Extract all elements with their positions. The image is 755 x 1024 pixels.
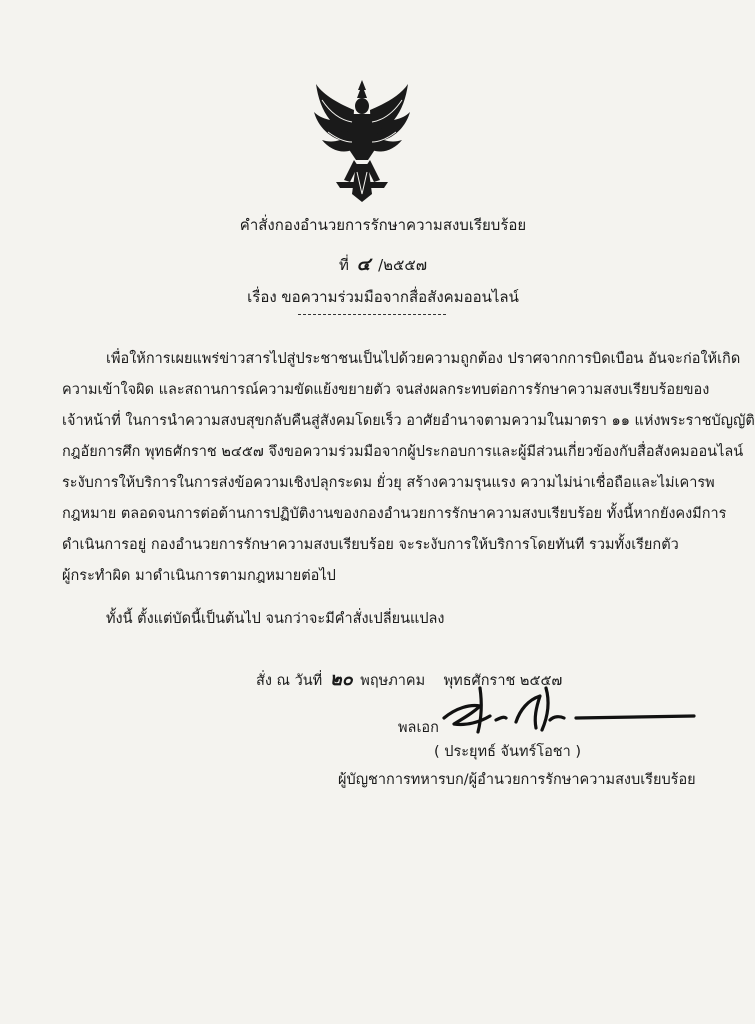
body-line: กฎอัยการศึก พุทธศักราช ๒๔๕๗ จึงขอความร่วมมือจากผู้ประกอบการและผู้มีส่วนเกี่ยวข้องกับสื่อสังคมออนไลน์ [62,444,744,460]
body-paragraph [62,344,755,592]
signer-position: ผู้บัญชาการทหารบก/ผู้อำนวยการรักษาความสงบเรียบร้อย [338,772,696,788]
body-line: กฎหมาย ตลอดจนการต่อต้านการปฏิบัติงานของกองอำนวยการรักษาความสงบเรียบร้อย ทั้งนี้หากยังคงมีการ [62,506,727,522]
handwritten-signature [436,682,698,740]
order-prefix: ที่ [338,256,349,274]
body-line: ความเข้าใจผิด และสถานการณ์ความขัดแย้งขยายตัว จนส่งผลกระทบต่อการรักษาความสงบเรียบร้อยของ [62,382,710,398]
body-paragraph-effective: ทั้งนี้ ตั้งแต่บัดนี้เป็นต้นไป จนกว่าจะมีคำสั่งเปลี่ยนแปลง [106,611,445,627]
order-subject: เรื่อง ขอความร่วมมือจากสื่อสังคมออนไลน์ [247,288,519,306]
order-number [20,254,746,276]
signer-rank: พลเอก [398,720,439,736]
given-month: พฤษภาคม [360,673,426,689]
signer-name: ( ประยุทธ์ จันทร์โอชา ) [434,744,582,760]
order-title: คำสั่งกองอำนวยการรักษาความสงบเรียบร้อย [239,216,527,234]
given-prefix: สั่ง ณ วันที่ [256,673,323,689]
body-line: ดำเนินการอยู่ กองอำนวยการรักษาความสงบเรียบร้อย จะระงับการให้บริการโดยทันที รวมทั้งเรียกตัว [62,537,679,553]
given-year: พุทธศักราช ๒๕๕๗ [443,673,563,689]
body-line: เจ้าหน้าที่ ในการนำความสงบสุขกลับคืนสู่สังคมโดยเร็ว อาศัยอำนาจตามความในมาตรา ๑๑ แห่งพระราชบัญญัติ [62,413,755,429]
order-year: /๒๕๕๗ [378,256,427,274]
body-line: ระงับการให้บริการในการส่งข้อความเชิงปลุกระดม ยั่วยุ สร้างความรุนแรง ความไม่น่าเชื่อถือและไม่เคารพ [62,475,715,491]
garuda-emblem-icon [310,76,414,206]
body-line: เพื่อให้การเผยแพร่ข่าวสารไปสู่ประชาชนเป็นไปด้วยความถูกต้อง ปราศจากการบิดเบือน อันจะก่อให้เกิด [106,351,741,367]
order-number-handwritten: ๔ [356,254,371,275]
given-day-handwritten: ๒๐ [329,669,353,690]
divider [298,314,446,315]
body-line: ผู้กระทำผิด มาดำเนินการตามกฎหมายต่อไป [62,568,336,584]
